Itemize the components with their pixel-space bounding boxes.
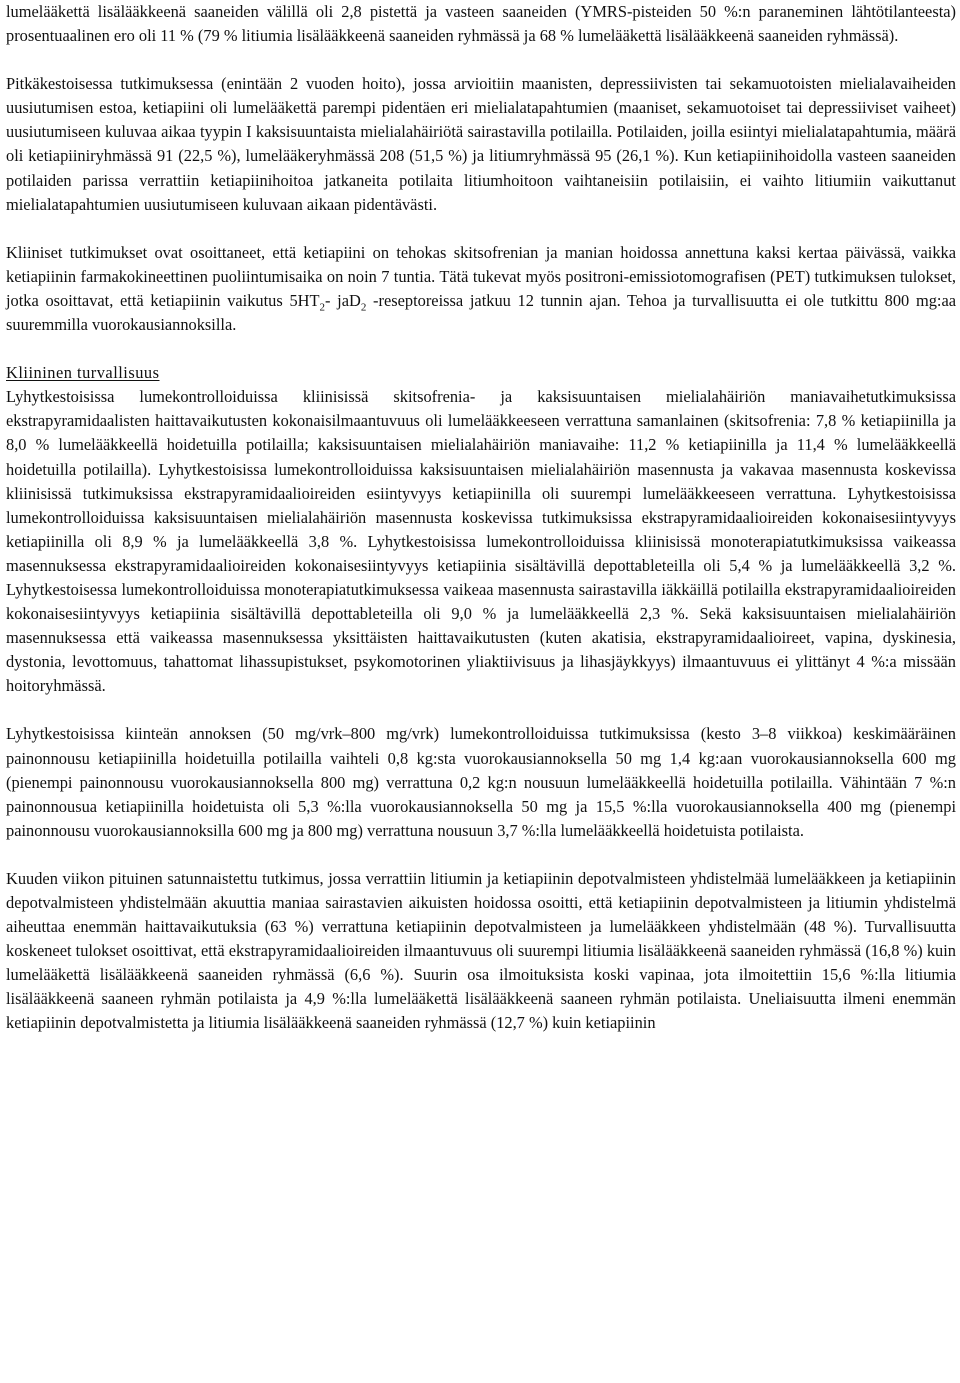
paragraph-long-term-study: Pitkäkestoisessa tutkimuksessa (enintään 2 vuoden hoito), jossa arvioitiin maanisten, depressiivisten tai sekamuotoisten mielialavaiheiden uusiutumisen estoa, ketiapiini oli lumelääkettä parempi pidentäen eri mielialatapahtumien (maaniset, sekamuotoiset tai depressiiviset vaiheet) uusiutumiseen kuluvaa aikaa tyypin I kaksisuuntaista mielialahäiriötä sairastavilla potilailla. Potilaiden, joilla esiintyi mielialatapahtumia, määrä oli ketiapiiniryhmässä 91 (22,5 %), lumelääkeryhmässä 208 (51,5 %) ja litiumryhmässä 95 (26,1 %). Kun ketiapiinihoidolla vasteen saaneiden potilaiden parissa verrattiin ketiapiinihoitoa jatkaneita potilaita litiumhoitoon vaihtaneisiin potilaisiin, ei vaihto litiumiin vaikuttanut mielialatapahtumien uusiutumiseen kuluvaan aikaan pidentävästi. xyxy=(6,74,956,214)
document-page xyxy=(6,0,956,1036)
paragraph-gap xyxy=(6,217,956,241)
paragraph-clinical-studies-part-b: - jaD xyxy=(325,290,361,310)
paragraph-clinical-studies-part-c: -reseptoreissa jatkuu 12 tunnin ajan. Tehoa ja turvallisuutta ei ole tutkittu 800 mg:aa suuremmilla vuorokausiannoksilla. xyxy=(6,290,956,335)
paragraph-weight-gain: Lyhytkestoisissa kiinteän annoksen (50 mg/vrk–800 mg/vrk) lumekontrolloiduissa tutkimuksissa (kesto 3–8 viikkoa) keskimääräinen painonnousu ketiapiinilla hoidetuilla potilailla vaihteli 0,8 kg:sta vuorokausiannoksella 50 mg 1,4 kg:aan vuorokausiannoksella 600 mg (pienempi painonnousu vuorokausiannoksella 800 mg) verrattuna 0,2 kg:n nousuun lumelääkkeellä hoidetuilla potilailla. Vähintään 7 %:n painonnousua ketiapiinilla hoidetuista oli 5,3 %:lla vuorokausiannoksella 50 mg ja 15,5 %:lla vuorokausiannoksella 400 mg (pienempi painonnousu vuorokausiannoksilla 600 mg ja 800 mg) verrattuna nousuun 3,7 %:lla lumelääkkeellä hoidetuista potilaista. xyxy=(6,724,956,840)
paragraph-gap xyxy=(6,48,956,72)
paragraph-gap xyxy=(6,698,956,722)
paragraph-clinical-studies-part-a: Kliiniset tutkimukset ovat osoittaneet, että ketiapiini on tehokas skitsofrenian ja manian hoidossa annettuna kaksi kertaa päivässä, vaikka ketiapiinin farmakokineettinen puoliintumisaika on noin 7 tuntia. Tätä tukevat myös positroni-emissiotomografisen (PET) tutkimuksen tulokset, jotka osoittavat, että ketiapiinin vaikutus 5HT xyxy=(6,242,956,310)
subscript-2: 2 xyxy=(319,301,325,314)
paragraph-gap xyxy=(6,843,956,867)
paragraph-extrapyramidal-symptoms: Lyhytkestoisissa lumekontrolloiduissa kliinisissä skitsofrenia- ja kaksisuuntaisen mielialahäiriön maniavaihetutkimuksissa ekstrapyramidaalisten haittavaikutusten kokonaisilmaantuvuus oli lumelääkkeeseen verrattuna samanlainen (skitsofrenia: 7,8 % ketiapiinilla ja 8,0 % lumelääkkeellä hoidetuilla potilailla; kaksisuuntaisen mielialahäiriön maniavaihe: 11,2 % ketiapiinilla ja 11,4 % lumelääkkeellä hoidetuilla potilailla). Lyhytkestoisissa lumekontrolloiduissa kaksisuuntaisen mielialahäiriön masennusta ja vakavaa masennusta koskevissa kliinisissä tutkimuksissa ekstrapyramidaalioireiden esiintyvyys ketiapiinilla oli suurempi lumelääkkeeseen verrattuna. Lyhytkestoisissa lumekontrolloiduissa kaksisuuntaisen mielialahäiriön masennusta koskevissa tutkimuksissa ekstrapyramidaalioireiden kokonaisesiintyvyys ketiapiinilla oli 8,9 % ja lumelääkkeellä 3,8 %. Lyhytkestoisissa lumekontrolloiduissa kliinisissä monoterapiatutkimuksissa vaikeassa masennuksessa ekstrapyramidaalioireiden kokonaisesiintyvyys ketiapiinia sisältävillä depottableteilla oli 5,4 % ja lumelääkkeellä 3,2 %. Lyhytkestoisessa lumekontrolloiduissa monoterapiatutkimuksessa vaikeaa masennusta sairastavilla iäkkäillä potilailla ekstrapyramidaalioireiden kokonaisesiintyvyys ketiapiinia sisältävillä depottableteilla oli 9,0 % ja lumelääkkeellä 2,3 %. Sekä kaksisuuntaisen mielialahäiriön masennuksessa että vaikeassa masennuksessa yksittäisten haittavaikutusten (kuten akatisia, ekstrapyramidaalioireet, vapina, dyskinesia, dystonia, levottomuus, tahattomat lihassupistukset, psykomotorinen yliaktiivisuus ja lihasjäykkyys) ilmaantuvuus ei ylittänyt 4 %:a missään hoitoryhmässä. xyxy=(6,387,956,696)
subscript-2: 2 xyxy=(360,301,367,314)
section-heading-clinical-safety: Kliininen turvallisuus xyxy=(6,363,160,383)
paragraph-lithium-response: lumelääkettä lisälääkkeenä saaneiden välillä oli 2,8 pistettä ja vasteen saaneiden (YMRS-pisteiden 50 %:n paraneminen lähtötilanteesta) prosentuaalinen ero oli 11 % (79 % litiumia lisälääkkeenä saaneiden ryhmässä ja 68 % lumelääkettä lisälääkkeenä saaneiden ryhmässä). xyxy=(6,2,956,46)
paragraph-gap xyxy=(6,337,956,361)
paragraph-clinical-studies xyxy=(6,241,956,337)
paragraph-six-week-study: Kuuden viikon pituinen satunnaistettu tutkimus, jossa verrattiin litiumin ja ketiapiinin depotvalmisteen yhdistelmää lumelääkkeen ja ketiapiinin depotvalmisteen yhdistelmään akuuttia maniaa sairastavien aikuisten hoidossa osoitti, että ketiapiinin depotvalmisteen ja litiumin yhdistelmä aiheuttaa enemmän haittavaikutuksia (63 %) verrattuna ketiapiinin depotvalmisteen ja lumelääkkeen yhdistelmään (48 %). Turvallisuutta koskeneet tulokset osoittivat, että ekstrapyramidaalioireiden ilmaantuvuus oli suurempi litiumia lisälääkkeenä saaneiden ryhmässä (16,8 %) kuin lumelääkettä lisälääkkeenä saaneiden ryhmässä (6,6 %). Suurin osa ilmoituksista koski vapinaa, jota ilmoitettiin 15,6 %:lla litiumia lisälääkkeenä saaneen ryhmän potilaista ja 4,9 %:lla lumelääkettä lisälääkkeenä saaneen ryhmän potilaista. Uneliaisuutta ilmeni enemmän ketiapiinin depotvalmistetta ja litiumia lisälääkkeenä saaneiden ryhmässä (12,7 %) kuin ketiapiinin xyxy=(6,868,956,1033)
